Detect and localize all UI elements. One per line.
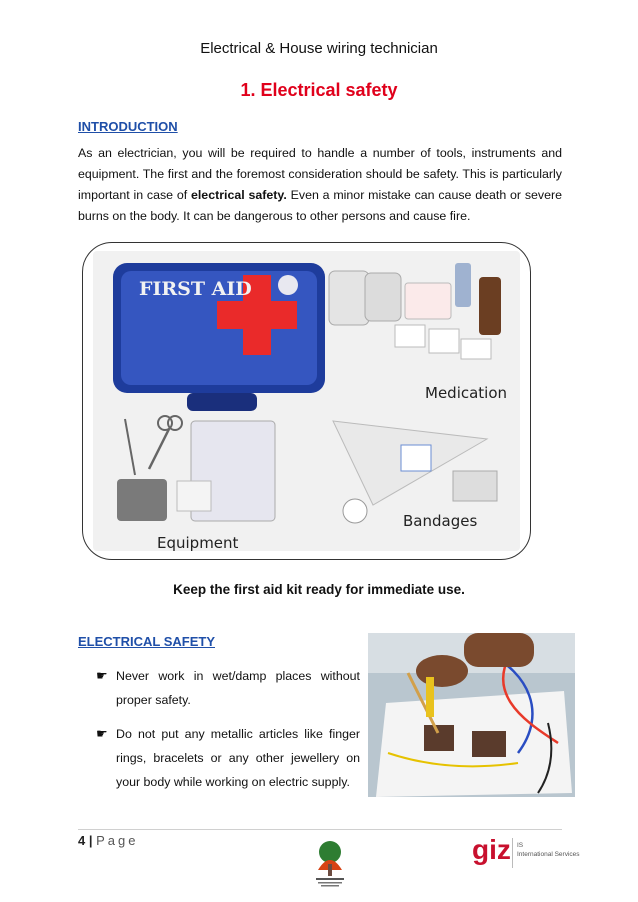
intro-text-part-1: As an electrician, you will be required to handle a number of tools, instruments and equipment. The first and the foremost consideration should be safety. This is particularly important in case of — [78, 146, 562, 202]
page-word: Page — [96, 833, 139, 848]
electrical-safety-heading: ELECTRICAL SAFETY — [78, 634, 215, 649]
page-number — [78, 833, 139, 848]
list-item-text: Do not put any metallic articles like finger rings, bracelets or any other jewellery on your body while working on electric supply. — [116, 727, 360, 789]
first-aid-kit-illustration — [83, 243, 530, 559]
medication-label: Medication — [425, 384, 508, 402]
page-number-value: 4 — [78, 833, 86, 848]
giz-logo-divider — [512, 838, 513, 868]
giz-subtitle-is: IS — [517, 842, 524, 849]
electrical-safety-list — [96, 664, 360, 804]
first-aid-case — [113, 263, 325, 411]
giz-subtitle-services: International Services — [517, 851, 580, 858]
list-item — [96, 664, 360, 712]
first-aid-kit-figure — [82, 242, 531, 560]
introduction-paragraph — [78, 143, 562, 227]
pointing-hand-icon: ☛ — [96, 668, 108, 683]
pointing-hand-icon: ☛ — [96, 726, 108, 741]
chapter-title: 1. Electrical safety — [240, 80, 398, 100]
list-item-text: Never work in wet/damp places without proper safety. — [116, 669, 360, 707]
wiring-board-photo — [368, 633, 575, 797]
ministry-emblem-logo — [304, 838, 356, 890]
giz-logo — [472, 834, 580, 870]
equipment-label: Equipment — [157, 534, 239, 552]
page-number-separator: | — [88, 833, 93, 848]
intro-text-part-2: Even a minor mistake can cause death or severe burns on the body. It can be dangerous to other persons and cause fire. — [78, 188, 563, 223]
intro-bold-text: electrical safety. — [190, 188, 287, 202]
list-item — [96, 722, 360, 794]
page-header-title: Electrical & House wiring technician — [200, 40, 438, 57]
introduction-heading: INTRODUCTION — [78, 119, 178, 134]
giz-wordmark: giz — [472, 834, 511, 865]
wiring-board-illustration — [368, 633, 575, 797]
footer-divider — [78, 829, 562, 830]
kit-lid-label: FIRST AID — [139, 278, 252, 300]
figure-caption: Keep the first aid kit ready for immediate use. — [173, 582, 465, 597]
bandages-label: Bandages — [403, 512, 478, 530]
